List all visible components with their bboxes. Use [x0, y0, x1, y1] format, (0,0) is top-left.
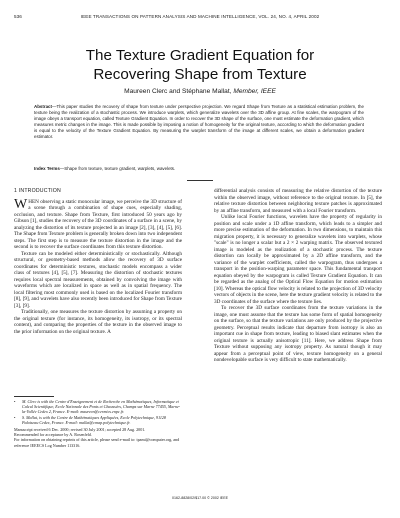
drop-cap: W [14, 196, 28, 212]
footnote-received: Manuscript received 6 Dec. 2000; revised 30 July 2001; accepted 28 Aug. 2001. [14, 427, 146, 433]
running-header [14, 14, 386, 23]
author-list [20, 88, 380, 95]
copyright-line: 0162-8828/02/$17.00 © 2002 IEEE [172, 496, 228, 500]
abstract-text: —This paper studies the recovery of shape from texture under perspective projection. We regard Shape from Texture as a statistical estimation problem, the texture being the realization of a stochastic process. We introduce warplets, which generalize wavelets over the 3D affine group. At fine scales, the warpogram of the image obeys a transport equation, called Texture Gradient Equation. In order to recover the 3D shape of the surface, one must estimate the deformation gradient, which measures metric changes in the image. This is made possible by imposing a notion of homogeneity for the original texture, according to which the deformation gradient is equal to the velocity of the Texture Gradient Equation. By measuring the warplet transform of the image at different scales, we obtain a deformation gradient estimator. [34, 104, 364, 139]
footnote-affiliation-1: • M. Clerc is with the Centre d'Enseignement et de Recherche en Mathématiques, Informatique et Calcul Scientifique, Ecole Nationale des Ponts et Chaussées, Champs sur Marne 77455, Marne-la-Vallée Cedex 2, France. E-mail: maureen@cermics.enpc.fr. [14, 399, 181, 415]
intro-paragraph-2: Texture can be modeled either deterministically or stochastically. Although structural, or geometry-based methods allow the recovery of 3D surface coordinates for deterministic textures, stochastic models encompass a wider class of textures [4], [5], [7]. Measuring the distortion of stochastic textures requires local spectral measurements, obtained by convolving the image with waveforms which are localized in space as well as in spatial frequency. The local filtering most commonly used is based on the localized Fourier transform [8], [9], and wavelets have also recently been introduced for Shape from Texture [3], [9]. [14, 250, 182, 309]
footnote-reprints: For information on obtaining reprints of this article, please send e-mail to: tpami@computer.org, and reference IEEECS Log Number 113316. [14, 437, 180, 448]
section-divider [187, 180, 213, 181]
journal-title: IEEE TRANSACTIONS ON PATTERN ANALYSIS AND MACHINE INTELLIGENCE, VOL. 24, NO. 4, APRIL 2002 [80, 14, 320, 19]
right-column [214, 188, 382, 364]
left-column [14, 188, 182, 335]
footnote-affiliation-2: • S. Mallat, is with the Centre de Mathématiques Appliquées, Ecole Polytechnique, 91128 Palaiseau Cedex, France. E-mail: mallat@cmap.polytechnique.fr. [14, 414, 166, 425]
footnote-block [14, 399, 182, 448]
abstract-label: Abstract [34, 104, 53, 109]
index-terms-text: —Shape from texture, texture gradient, warplets, wavelets. [59, 166, 176, 171]
index-terms-label: Index Terms [34, 166, 60, 171]
title-line-1: The Texture Gradient Equation for [85, 47, 315, 64]
author-names: Maureen Clerc and Stéphane Mallat, [124, 88, 232, 95]
intro-paragraph-1: WHEN observing a static monocular image, we perceive the 3D structure of a scene through a combination of shape cues, especially shading, occlusion, and texture. Shape from Texture, first introduced 50 years ago by Gibson [1], studies the recovery of the 3D coordinates of a surface in a scene, by analyzing the distortion of its texture projected in an image [2], [3], [4], [5], [6]. The Shape from Texture problem is generally broken down into two independent steps. The first step is to measure the texture distortion in the image and the second is to recover the surface coordinates from this texture distortion. [14, 196, 182, 250]
intro-paragraph-3: Traditionally, one measures the texture distortion by assuming a property on the original texture (for instance, its homogeneity, its isotropy, or its spectral content), and comparing the properties of the texture in the observed image to the prior information on the original texture. A [14, 309, 182, 335]
abstract [34, 104, 364, 139]
title-line-2: Recovering Shape from Texture [93, 66, 307, 83]
section-heading: 1 INTRODUCTION [14, 188, 61, 194]
footnote-editor: Recommended for acceptance by A. Rosenfeld. [14, 432, 92, 438]
right-paragraph-2: Unlike local Fourier functions, wavelets have the property of regularity in position and scale under a 1D affine transform, which leads to a simpler and more precise estimation of the deformation. In two dimensions, to maintain this migration property, it is necessary to generalize wavelets into warplets, whose "scale" is no longer a scalar but a 2 × 2 warping matrix. The observed textured image is modeled as the realization of a stochastic process. The texture distortion can locally be approximated by a 2D affine transform, and the variance of the warplet coefficients, called the warpogram, thus undergoes a transport in the position-warping parameter space. This fundamental transport equation obeyed by the warpogram is called Texture Gradient Equation. It can be regarded as the analog of the Optical Flow Equation for motion estimation [10]. Whereas the optical flow velocity is related to the projection of 3D velocity vectors of objects in the scene, here the texture gradient velocity is related to the 3D coordinates of the surface where the texture lies. [214, 214, 382, 305]
right-paragraph-1: differential analysis consists of measuring the relative distortion of the texture within the observed image, without reference to the original texture. In [5], the relative texture distortion between neighboring texture patches is approximated by an affine transform, and measured with a local Fourier transform. [214, 188, 382, 214]
right-paragraph-3: To recover the 3D surface coordinates from the texture variations in the image, one must assume that the texture has some form of spatial homogeneity on the surface, so that the texture variations are only produced by the projective geometry. Perceptual results indicate that departure from isotropy is also an important cue in shape from texture, leading to biased slant estimates when the original texture is actually anisotropic [11]. Here, we address Shape from Texture without supposing any isotropy property. As natural though it may appear from a perceptual point of view, texture homogeneity on a general nondevelopable surface is very difficult to state mathematically. [214, 305, 382, 363]
paper-title [20, 46, 380, 84]
index-terms [34, 166, 364, 172]
page-number: 536 [14, 14, 22, 19]
footnote-divider [14, 396, 54, 397]
author-membership: Member, IEEE [233, 88, 276, 95]
